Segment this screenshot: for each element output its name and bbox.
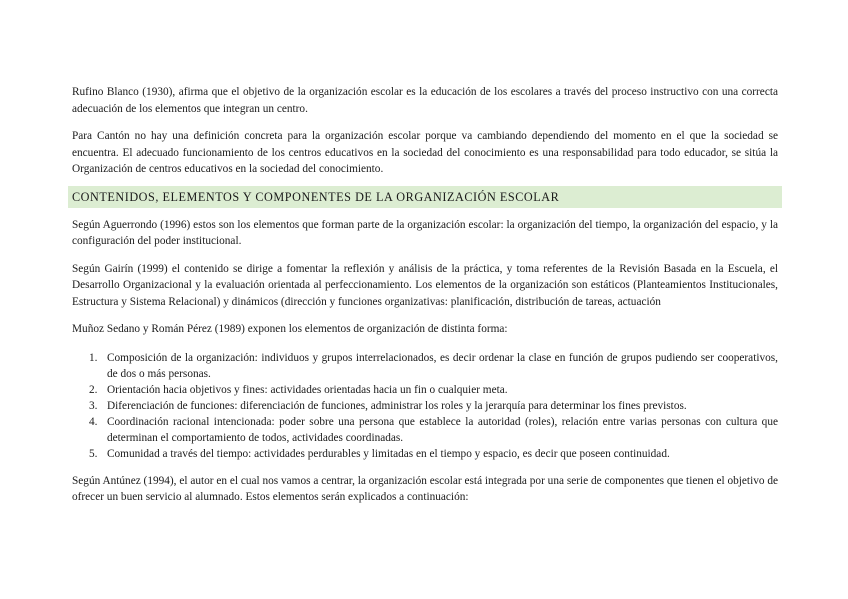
paragraph-antunez: Según Antúnez (1994), el autor en el cual nos vamos a centrar, la organización escolar está integrada por una serie de componentes que tienen el objetivo de ofrecer un buen servicio al alumnado. Estos elementos serán explicados a continuación: xyxy=(72,474,778,503)
paragraph-aguerrondo: Según Aguerrondo (1996) estos son los elementos que forman parte de la organización escolar: la organización del tiempo, la organización del espacio, y la configuración del poder institucional. xyxy=(72,218,778,247)
list-item xyxy=(72,382,778,398)
list-item-text: Coordinación racional intencionada: poder sobre una persona que establece la autoridad (roles), relación entre varias personas con cultura que determinan el comportamiento de todos, actividades coordinadas. xyxy=(107,415,778,444)
list-item-number: 1. xyxy=(89,351,98,364)
section-heading: CONTENIDOS, ELEMENTOS Y COMPONENTES DE LA ORGANIZACIÓN ESCOLAR xyxy=(68,186,782,208)
list-item-number: 5. xyxy=(89,447,98,460)
list-item-text: Diferenciación de funciones: diferenciación de funciones, administrar los roles y la jerarquía para determinar los fines previstos. xyxy=(107,399,687,412)
list-item xyxy=(72,398,778,414)
list-item-number: 2. xyxy=(89,383,98,396)
list-item-text: Orientación hacia objetivos y fines: actividades orientadas hacia un fin o cualquier meta. xyxy=(107,383,508,396)
document-page xyxy=(72,84,778,506)
list-item-text: Comunidad a través del tiempo: actividades perdurables y limitadas en el tiempo y espacio, es decir que poseen continuidad. xyxy=(107,447,670,460)
elements-list xyxy=(72,350,778,462)
paragraph-gairin: Según Gairín (1999) el contenido se dirige a fomentar la reflexión y análisis de la práctica, y toma referentes de la Revisión Basada en la Escuela, el Desarrollo Organizacional y la evaluación orientada al perfeccionamiento. Los elementos de la organización son estáticos (Planteamientos Institucionales, Estructura y Sistema Relacional) y dinámicos (dirección y funciones organizativas: planificación, distribución de tareas, actuación xyxy=(72,262,778,308)
list-item xyxy=(72,350,778,382)
paragraph-munoz-sedano: Muñoz Sedano y Román Pérez (1989) exponen los elementos de organización de distinta forma: xyxy=(72,323,508,335)
list-item-number: 3. xyxy=(89,399,98,412)
paragraph-rufino-blanco: Rufino Blanco (1930), afirma que el objetivo de la organización escolar es la educación de los escolares a través del proceso instructivo con una correcta adecuación de los elementos que integran un centro. xyxy=(72,86,778,115)
list-item xyxy=(72,446,778,462)
paragraph-canton: Para Cantón no hay una definición concreta para la organización escolar porque va cambiando dependiendo del momento en el que la sociedad se encuentra. El adecuado funcionamiento de los centros educativos en la sociedad del conocimiento es una responsabilidad para todo educador, se sitúa la Organización de centros educativos en la sociedad del conocimiento. xyxy=(72,130,778,175)
list-item xyxy=(72,414,778,446)
list-item-text: Composición de la organización: individuos y grupos interrelacionados, es decir ordenar la clase en función de grupos pudiendo ser cooperativos, de dos o más personas. xyxy=(107,351,778,380)
list-item-number: 4. xyxy=(89,415,98,428)
